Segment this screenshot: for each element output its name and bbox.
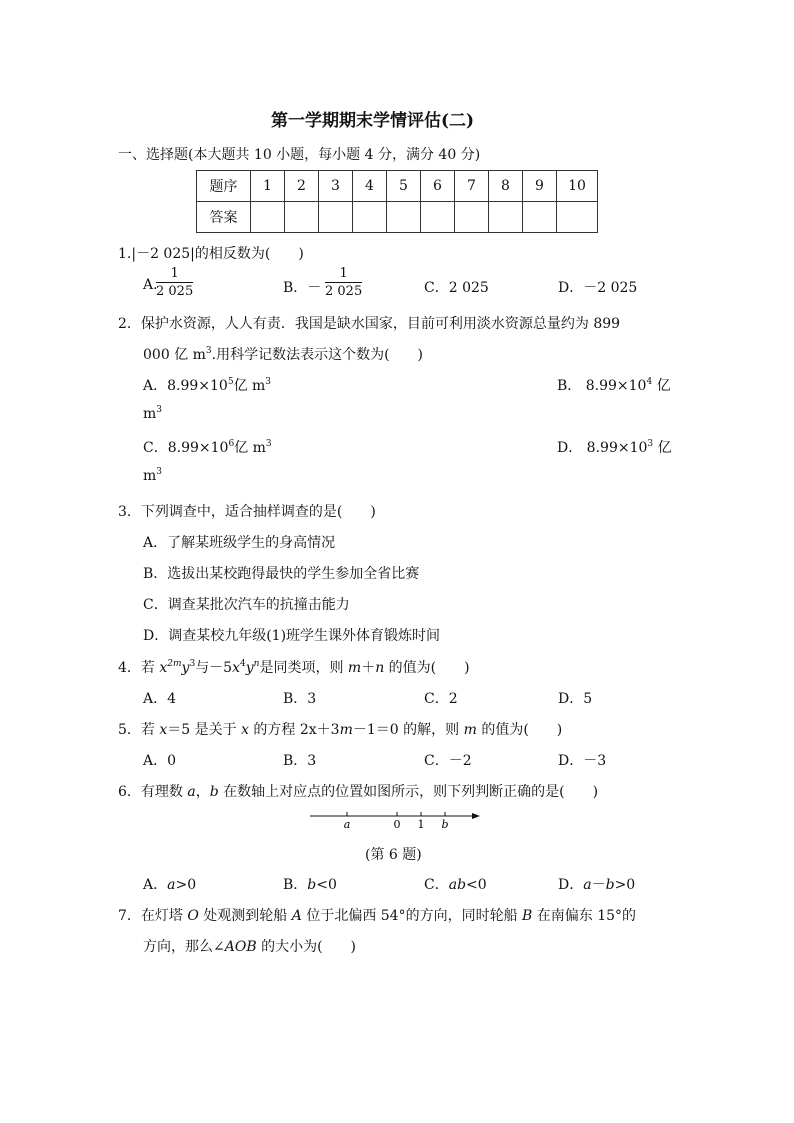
text: 位于北偏西 54°的方向，同时轮船 <box>301 908 523 924</box>
answer-cell[interactable] <box>353 202 387 233</box>
answer-cell[interactable] <box>285 202 319 233</box>
superscript: 2m <box>167 659 182 669</box>
answer-cell[interactable] <box>251 202 285 233</box>
variable: x <box>232 660 241 676</box>
variable: x <box>159 660 168 676</box>
section-heading: 一、选择题(本大题共 10 小题，每小题 4 分，满分 40 分) <box>118 147 481 163</box>
question-6-stem <box>118 781 598 801</box>
text: D． 8.99×10 <box>557 440 648 456</box>
text: <0 <box>316 877 337 893</box>
question-7-stem-line2 <box>143 936 356 956</box>
text: C．8.99×10 <box>143 440 229 456</box>
text: 亿 <box>653 440 672 456</box>
number-line-figure <box>300 806 490 832</box>
table-cell: 4 <box>353 171 387 202</box>
table-cell: 10 <box>557 171 598 202</box>
table-header-cell: 题序 <box>197 171 251 202</box>
option-d: D．调查某校九年级(1)班学生课外体育锻炼时间 <box>143 628 441 644</box>
text: >0 <box>175 877 197 893</box>
text: ， <box>195 784 210 800</box>
option-b <box>557 375 671 395</box>
superscript: 3 <box>205 346 212 356</box>
question-1-stem: 1.|－2 025|的相反数为( ) <box>118 246 304 262</box>
text: ＋ <box>361 660 376 676</box>
answer-table <box>196 170 598 233</box>
superscript: 3 <box>156 405 163 415</box>
text: 是同类项，则 <box>259 660 348 676</box>
option-a: A．4 <box>143 691 177 707</box>
text: 6．有理数 <box>118 784 188 800</box>
superscript: 4 <box>240 659 246 669</box>
axis-label-one: 1 <box>417 818 425 831</box>
option-d <box>558 874 635 894</box>
fraction-denominator: 2 025 <box>156 284 194 299</box>
axis-label-b: b <box>441 818 449 831</box>
text: m <box>143 406 157 422</box>
variable: y <box>245 660 254 676</box>
question-4-stem <box>118 657 470 677</box>
text: B． 8.99×10 <box>557 378 647 394</box>
text: 的值为( ) <box>476 722 563 738</box>
text: A． <box>143 877 168 893</box>
text: 4．若 <box>118 660 160 676</box>
option-b: B．3 <box>283 691 317 707</box>
text: 的值为( ) <box>384 660 470 676</box>
option-c: C．－2 <box>424 753 472 769</box>
table-row <box>197 171 598 202</box>
variable: y <box>181 660 190 676</box>
table-cell: 7 <box>455 171 489 202</box>
answer-cell[interactable] <box>387 202 421 233</box>
option-b: B．选拔出某校跑得最快的学生参加全省比赛 <box>143 566 420 582</box>
text: 亿 <box>652 378 671 394</box>
option-d <box>557 437 672 457</box>
text: >0 <box>614 877 636 893</box>
text: －1＝0 的解，则 <box>352 722 464 738</box>
option-c: C．2 025 <box>424 280 489 296</box>
variable: x <box>241 722 249 738</box>
superscript: 3 <box>156 467 163 477</box>
page-title: 第一学期期末学情评估(二) <box>271 111 475 131</box>
option-a <box>143 874 196 894</box>
answer-cell[interactable] <box>319 202 353 233</box>
superscript: 3 <box>265 439 272 449</box>
option-c: C．2 <box>424 691 458 707</box>
superscript: n <box>253 659 260 669</box>
variable: m <box>347 660 362 676</box>
variable: a <box>167 877 176 893</box>
text: 7．在灯塔 <box>118 908 188 924</box>
text: 与－5 <box>195 660 233 676</box>
text: 在南偏东 15°的 <box>532 908 637 924</box>
variable: AOB <box>224 939 257 955</box>
superscript: 4 <box>646 377 653 387</box>
option-a <box>143 375 271 395</box>
text: 处观测到轮船 <box>198 908 292 924</box>
fraction-numerator: 1 <box>325 265 362 283</box>
table-cell: 6 <box>421 171 455 202</box>
option-d: D．－2 025 <box>558 280 638 296</box>
text: m <box>143 468 157 484</box>
superscript: 5 <box>227 377 234 387</box>
superscript: 3 <box>189 659 196 669</box>
text: 的方程 2x＋3 <box>248 722 340 738</box>
option-b: B．3 <box>283 753 317 769</box>
variable: a <box>583 877 592 893</box>
answer-cell[interactable] <box>421 202 455 233</box>
text: 的大小为( ) <box>256 939 356 955</box>
text: A．8.99×10 <box>143 378 228 394</box>
superscript: 3 <box>647 439 654 449</box>
axis-arrow <box>472 813 480 819</box>
fraction <box>325 265 362 300</box>
table-cell: 3 <box>319 171 353 202</box>
axis-label-zero: 0 <box>393 818 401 831</box>
answer-cell[interactable] <box>455 202 489 233</box>
option-c <box>424 874 487 894</box>
text: 000 亿 m <box>143 347 206 363</box>
text: ＝5 是关于 <box>167 722 242 738</box>
table-cell: 5 <box>387 171 421 202</box>
fraction-numerator: 1 <box>156 265 193 283</box>
option-b-wrap <box>143 405 162 422</box>
option-c: C．调查某批次汽车的抗撞击能力 <box>143 597 350 613</box>
option-d: D．－3 <box>558 753 607 769</box>
fraction-denominator: 2 025 <box>325 284 363 299</box>
text: 方向，那么∠ <box>143 939 225 955</box>
superscript: 6 <box>228 439 235 449</box>
option-a-label: A. <box>143 277 158 293</box>
text: 亿 m <box>233 378 266 394</box>
table-header-cell: 答案 <box>197 202 251 233</box>
option-d-wrap <box>143 467 162 484</box>
question-5-stem <box>118 719 562 739</box>
option-d: D．5 <box>558 691 593 707</box>
answer-cell[interactable] <box>489 202 523 233</box>
variable: O <box>187 908 199 924</box>
variable: a <box>187 784 196 800</box>
figure-caption: (第 6 题) <box>365 847 422 863</box>
variable: b <box>605 877 615 893</box>
text: C． <box>424 877 449 893</box>
text: 5．若 <box>118 722 160 738</box>
variable: x <box>159 722 168 738</box>
variable: n <box>375 660 385 676</box>
option-b <box>283 874 337 894</box>
text: <0 <box>466 877 487 893</box>
table-cell: 9 <box>523 171 557 202</box>
option-a: A．0 <box>143 753 177 769</box>
variable: m <box>339 722 353 738</box>
table-cell: 2 <box>285 171 319 202</box>
text: D． <box>558 877 584 893</box>
option-a: A．了解某班级学生的身高情况 <box>143 535 336 551</box>
superscript: 3 <box>265 377 272 387</box>
question-2-stem-line2 <box>143 344 423 364</box>
variable: B <box>522 908 533 924</box>
axis-label-a: a <box>343 818 351 831</box>
variable: A <box>291 908 302 924</box>
fraction <box>156 265 193 300</box>
text: .用科学记数法表示这个数为( ) <box>211 347 424 363</box>
text: 在数轴上对应点的位置如图所示，则下列判断正确的是( ) <box>218 784 599 800</box>
question-2-stem-line1: 2．保护水资源，人人有责．我国是缺水国家，目前可利用淡水资源总量约为 899 <box>118 316 621 332</box>
text: B． <box>283 877 308 893</box>
variable: ab <box>448 877 467 893</box>
table-cell: 8 <box>489 171 523 202</box>
variable: b <box>209 784 219 800</box>
table-cell: 1 <box>251 171 285 202</box>
variable: b <box>307 877 317 893</box>
answer-cell[interactable] <box>523 202 557 233</box>
text: 亿 m <box>234 440 266 456</box>
option-b-label: B．－ <box>283 280 322 296</box>
question-3-stem: 3．下列调查中，适合抽样调查的是( ) <box>118 504 376 520</box>
option-c <box>143 437 272 457</box>
table-row <box>197 202 598 233</box>
text: － <box>591 877 606 893</box>
answer-cell[interactable] <box>557 202 598 233</box>
variable: m <box>463 722 477 738</box>
question-7-stem-line1 <box>118 905 636 925</box>
